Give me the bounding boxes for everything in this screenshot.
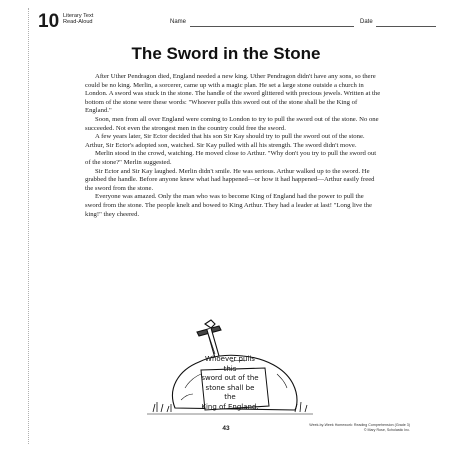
lesson-number: 10 (38, 11, 60, 32)
page-number: 43 (222, 425, 230, 432)
story-paragraph: A few years later, Sir Ector decided that his son Sir Kay should try to pull the sword out of the stone. Arthur, Sir Ector's adopted son, watched. Sir Kay pulled with all his strength. The sword didn't move. (85, 133, 365, 149)
lesson-type-line2: Read-Aloud (63, 19, 93, 26)
date-label: Date (360, 19, 373, 25)
inscription-line: Whoever pulls this (205, 355, 255, 373)
credit-line: © Mary Rose, Scholastic Inc. (363, 428, 410, 432)
story-title: The Sword in the Stone (131, 44, 321, 63)
story-paragraph: Sir Ector and Sir Kay laughed. Merlin didn't smile. He was serious. Arthur walked up to the sword. He grabbed the handle. Before anyone knew what had happened—or how it had happened—Arthur easily freed the sword from the stone. (85, 167, 375, 192)
dotted-margin-line (28, 8, 29, 444)
story-paragraph: After Uther Pendragon died, England needed a new king. Uther Pendragon didn't have any sons, so there could be no king. Merlin, a sorcerer, came up with a magic plan. He set a large stone outside a church in London. A sword was stuck in the stone. The handle of the sword glittered with precious jewels. Written at the bottom of the stone were these words: "Whoever pulls this sword out of the stone shall be the King of England." (85, 73, 381, 115)
credit-line: Week-by-Week Homework: Reading Comprehension (Grade 3) (309, 423, 410, 427)
story-paragraph: Merlin stood in the crowd, watching. He moved close to Arthur. "Why don't you try to pull the sword out of the stone?" Merlin suggested. (85, 150, 377, 166)
stone-inscription (200, 355, 260, 412)
lesson-type-line1: Literary Text (63, 13, 94, 19)
story-paragraph: Soon, men from all over England were coming to London to try to pull the sword out of the stone. No one succeeded. Not even the strongest men in the country could free the sword. (85, 115, 379, 132)
publisher-credit (300, 423, 410, 433)
story-body (85, 73, 381, 219)
name-label: Name (170, 19, 187, 25)
name-field-line[interactable] (190, 26, 354, 27)
lesson-type (63, 13, 103, 26)
date-field-line[interactable] (376, 26, 436, 27)
inscription-line: King of England. (201, 402, 259, 411)
inscription-line: stone shall be the (205, 383, 255, 401)
sword-icon (197, 320, 221, 358)
inscription-line: sword out of the (201, 374, 259, 382)
worksheet-header (38, 11, 398, 33)
story-paragraph: Everyone was amazed. Only the man who was to become King of England had the power to pull the sword from the stone. The people knelt and bowed to King Arthur. They had a leader at last! "Long live the king!" they cheered. (85, 193, 372, 218)
